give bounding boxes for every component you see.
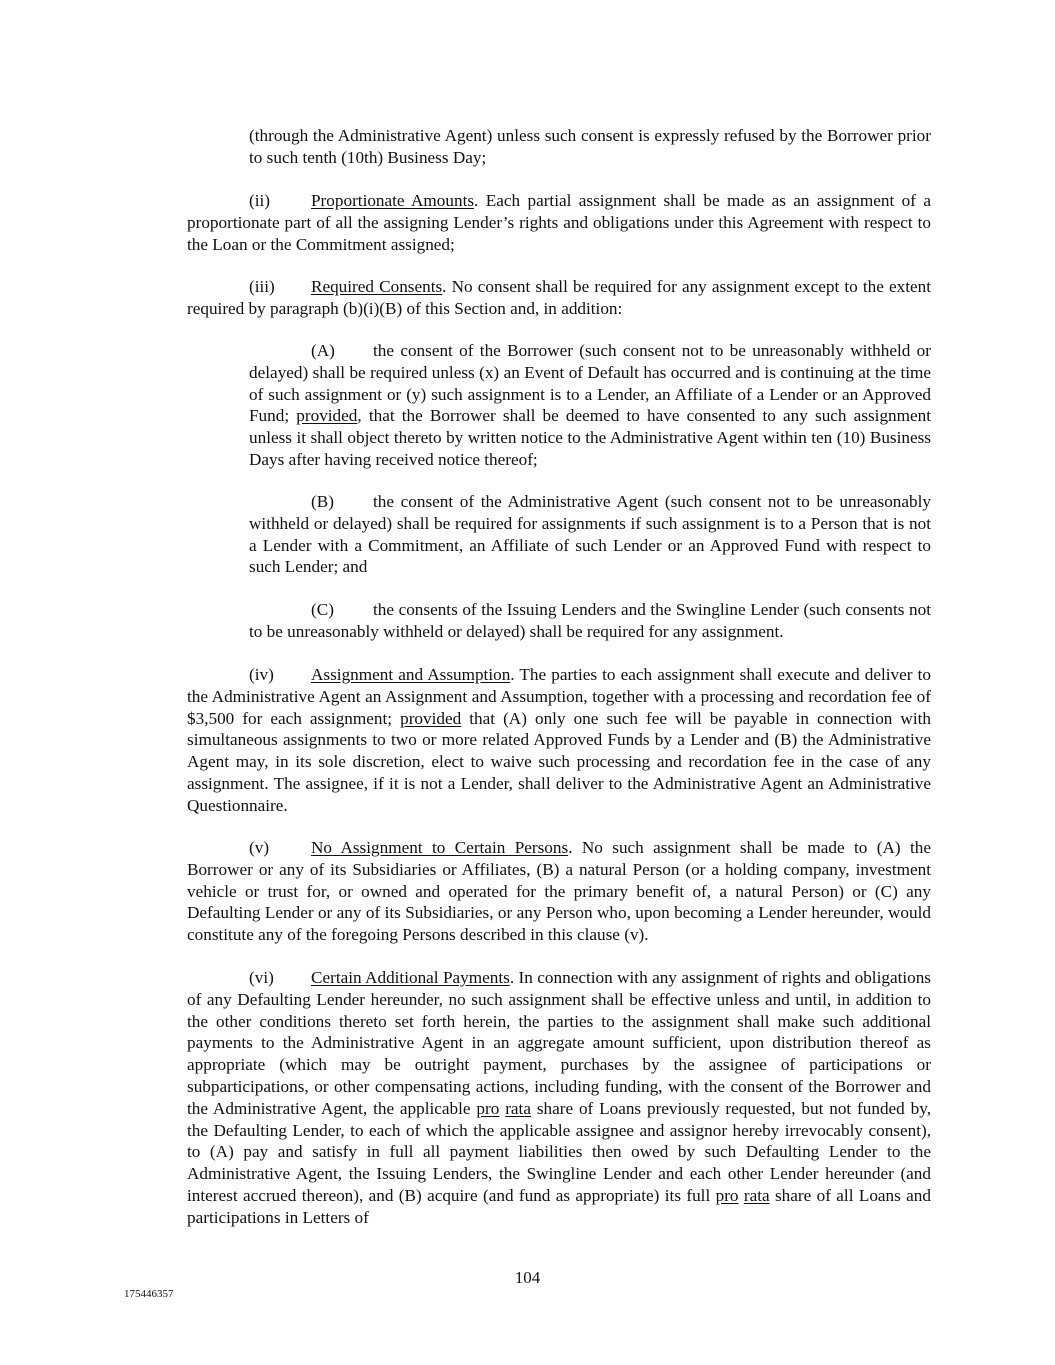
clause-heading: Proportionate Amounts	[311, 191, 475, 210]
rata-term: rata	[743, 1185, 770, 1205]
paragraph-text: that (A) only one such fee will be payable in connection with simultaneous assignments to two or more related Approved Funds by a Lender and (B) the Administrative Agent may, in its sole discretion, elect to waive such processing and recordation fee in the case of any assignment. The assignee, if it is not a Lender, shall deliver to the Administrative Agent an Administrative Questionnaire.	[187, 708, 931, 815]
paragraph-text: share of all Loans and participations in Letters of	[187, 1185, 931, 1227]
page-number: 104	[514, 1268, 541, 1287]
clause-number: (B)	[311, 492, 334, 511]
clause-number: (iv)	[249, 665, 274, 684]
paragraph-text: . In connection with any assignment of rights and obligations of any Defaulting Lender hereunder, no such assignment shall be effective unless and until, in addition to the other conditions thereto set forth herein, the parties to the assignment shall make such additional payments to the Administrative Agent in an aggregate amount sufficient, upon distribution thereof as appropriate (which may be outright payment, purchases by the assignee of participations or subparticipations, or other compensating actions, including funding, with the consent of the Borrower and the Administrative Agent, the applicable	[187, 968, 932, 1118]
paragraph-vi	[187, 967, 931, 1229]
paragraph-B	[249, 491, 931, 578]
paragraph-ii	[187, 190, 931, 255]
paragraph-text: . No consent shall be required for any assignment except to the extent required by paragraph (b)(i)(B) of this Section and, in addition:	[187, 277, 931, 318]
rata-term: rata	[505, 1098, 531, 1118]
paragraph-iii	[187, 276, 931, 320]
paragraph-text: the consent of the Administrative Agent (such consent not to be unreasonably withheld or delayed) shall be required for assignments if such assignment is to a Person that is not a Lender with a Commitment, an Affiliate of such Lender or an Approved Fund with respect to such Lender; and	[249, 492, 931, 577]
paragraph-v	[187, 837, 931, 946]
provided-term: provided	[296, 406, 358, 426]
paragraph-A	[249, 340, 931, 471]
clause-heading: No Assignment to Certain Persons	[311, 838, 569, 857]
provided-term: provided	[400, 708, 462, 728]
paragraph-text: . Each partial assignment shall be made as an assignment of a proportionate part of all the assigning Lender’s rights and obligations under this Agreement with respect to the Loan or the Commitment assigned;	[187, 191, 931, 254]
document-id: 175446357	[124, 1288, 174, 1300]
clause-heading: Certain Additional Payments	[311, 968, 510, 987]
paragraph-continued	[249, 125, 931, 169]
clause-number: (iii)	[249, 277, 275, 296]
paragraph-text: share of Loans previously requested, but not funded by, the Defaulting Lender, to each of which the applicable assignee and assignor hereby irrevocably consent), to (A) pay and satisfy in full all payment liabilities then owed by such Defaulting Lender to the Administrative Agent, the Issuing Lenders, the Swingline Lender and each other Lender hereunder (and interest accrued thereon), and (B) acquire (and fund as appropriate) its full	[187, 1098, 931, 1205]
clause-number: (A)	[311, 341, 335, 360]
clause-number: (C)	[311, 600, 334, 619]
paragraph-text: . No such assignment shall be made to (A) the Borrower or any of its Subsidiaries or Affiliates, (B) a natural Person (or a holding company, investment vehicle or trust for, or owned and operated for the primary benefit of, a natural Person) or (C) any Defaulting Lender or any of its Subsidiaries, or any Person who, upon becoming a Lender hereunder, would constitute any of the foregoing Persons described in this clause (v).	[187, 838, 931, 945]
paragraph-C	[249, 599, 931, 643]
pro-term: pro	[476, 1098, 500, 1118]
clause-heading: Required Consents	[311, 277, 443, 296]
paragraph-text: the consent of the Borrower (such consent not to be unreasonably withheld or delayed) shall be required unless (x) an Event of Default has occurred and is continuing at the time of such assignment or (y) such assignment is to a Lender, an Affiliate of a Lender or an Approved Fund;	[249, 341, 931, 426]
clause-number: (ii)	[249, 191, 270, 210]
paragraph-text: (through the Administrative Agent) unless such consent is expressly refused by the Borrower prior to such tenth (10th) Business Day;	[249, 126, 931, 167]
clause-heading: Assignment and Assumption	[311, 665, 511, 684]
paragraph-text: . The parties to each assignment shall execute and deliver to the Administrative Agent an Assignment and Assumption, together with a processing and recordation fee of $3,500 for each assignment;	[187, 665, 931, 728]
paragraph-iv	[187, 664, 931, 817]
pro-term: pro	[715, 1185, 739, 1205]
paragraph-text: , that the Borrower shall be deemed to have consented to any such assignment unless it shall object thereto by written notice to the Administrative Agent within ten (10) Business Days after having received notice thereof;	[249, 406, 931, 469]
clause-number: (v)	[249, 838, 270, 857]
clause-number: (vi)	[249, 968, 274, 987]
paragraph-text: the consents of the Issuing Lenders and the Swingline Lender (such consents not to be unreasonably withheld or delayed) shall be required for any assignment.	[249, 600, 931, 641]
